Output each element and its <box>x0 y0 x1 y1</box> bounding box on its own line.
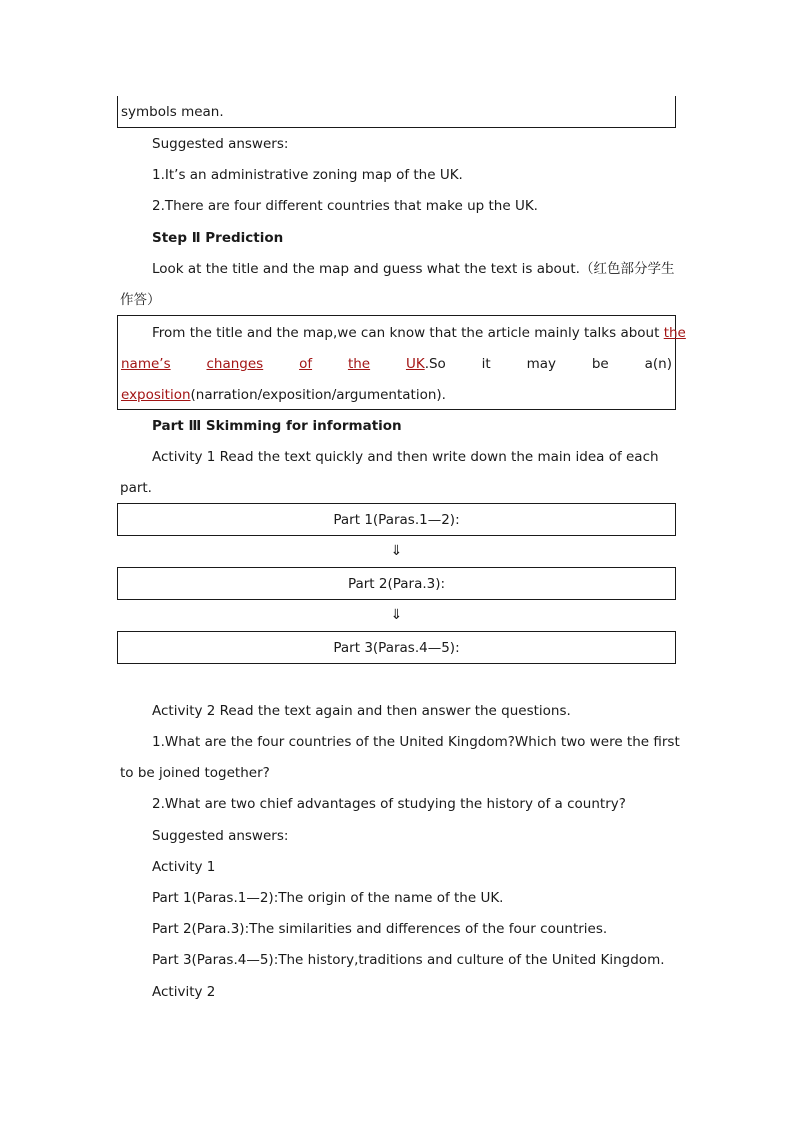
answer-part-2: Part 2(Para.3):The similarities and differences of the four countries. <box>152 921 608 937</box>
prediction-word-so: .So <box>424 356 446 372</box>
down-arrow-icon: ⇓ <box>390 543 403 559</box>
prediction-word-of: of <box>299 356 313 372</box>
suggested-answers-heading-1: Suggested answers: <box>152 136 289 152</box>
suggested-answers-heading-2: Suggested answers: <box>152 828 289 844</box>
prediction-line1-prefix: From the title and the map,we can know that the article mainly talks about <box>152 325 664 341</box>
prediction-line3-suffix: (narration/exposition/argumentation). <box>190 387 446 403</box>
flow-box-part-2 <box>117 567 676 600</box>
prediction-word-be: be <box>591 356 609 372</box>
prediction-word-an: a(n) <box>644 356 672 372</box>
prediction-word-it: it <box>481 356 491 372</box>
prediction-line-3 <box>121 386 446 404</box>
top-box-text: symbols mean. <box>121 104 224 120</box>
prediction-answer-box <box>117 315 686 410</box>
prediction-answer-exposition: exposition <box>121 387 191 403</box>
prediction-answer-the: the <box>663 325 686 341</box>
flow-box-part-1 <box>117 503 676 536</box>
prediction-word-names: name’s <box>121 356 171 372</box>
answers-activity-1-label: Activity 1 <box>152 859 216 875</box>
answers-activity-2-label: Activity 2 <box>152 984 216 1000</box>
prediction-word-may: may <box>526 356 556 372</box>
prediction-word-changes: changes <box>206 356 264 372</box>
prediction-instruction-line2: 作答） <box>120 292 161 308</box>
activity-1-instruction-line1: Activity 1 Read the text quickly and then write down the main idea of each <box>152 449 659 465</box>
prediction-line-1 <box>152 324 686 342</box>
suggested-answer-2: 2.There are four different countries that make up the UK. <box>152 198 538 214</box>
top-text-box <box>117 96 676 128</box>
prediction-line-2 <box>121 355 672 373</box>
prediction-word-uk: UK <box>405 356 425 372</box>
flow-box-part-1-label: Part 1(Paras.1—2): <box>333 512 460 528</box>
flow-box-part-3 <box>117 631 676 664</box>
step-2-heading: Step Ⅱ Prediction <box>152 230 284 246</box>
part-3-heading: Part Ⅲ Skimming for information <box>152 418 402 434</box>
flow-box-part-3-label: Part 3(Paras.4—5): <box>333 640 460 656</box>
activity-1-instruction-line2: part. <box>120 480 152 496</box>
down-arrow-icon: ⇓ <box>390 607 403 623</box>
prediction-word-the: the <box>347 356 371 372</box>
activity-2-question-1-line1: 1.What are the four countries of the United Kingdom?Which two were the first <box>152 734 680 750</box>
answer-part-1: Part 1(Paras.1—2):The origin of the name of the UK. <box>152 890 504 906</box>
prediction-word-uk-group <box>406 355 446 373</box>
flow-box-part-2-label: Part 2(Para.3): <box>347 576 446 592</box>
prediction-instruction-line1: Look at the title and the map and guess what the text is about.（红色部分学生 <box>152 261 675 277</box>
answer-part-3: Part 3(Paras.4—5):The history,traditions and culture of the United Kingdom. <box>152 952 665 968</box>
suggested-answer-1: 1.It’s an administrative zoning map of the UK. <box>152 167 463 183</box>
activity-2-question-2: 2.What are two chief advantages of studying the history of a country? <box>152 796 626 812</box>
activity-2-question-1-line2: to be joined together? <box>120 765 270 781</box>
activity-2-instruction: Activity 2 Read the text again and then answer the questions. <box>152 703 571 719</box>
